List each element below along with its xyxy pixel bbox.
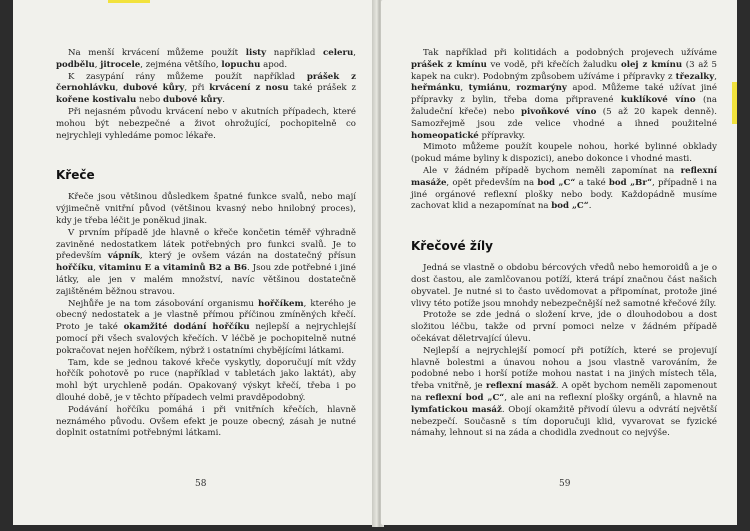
left-page-text — [56, 48, 356, 440]
paragraph: Nejlepší a nejrychlejší pomocí při potížích, které se projevují hlavně bolestmi a únavou nohou a jsou vlastně varováním, že podobné nebo i horší potíže mohou nastat i na jiných místech těla, třeba vnitřně, je reflexní masáž. A opět bychom neměli zapomenout na reflexní bod „C“, ale ani na reflexní plošky orgánů, a hlavně na lymfatickou masáž. Obojí okamžitě přivodí úlevu a odvrátí největší nebezpečí. Současně s tím doporučuji klid, vyvarovat se fyzické námahy, lehnout si na záda a chodidla zvednout co nejvýše. — [411, 345, 718, 439]
paragraph: Podávání hořčíku pomáhá i při vnitřních křečích, hlavně neznámého původu. Ovšem efekt je pouze obecný, zásah je nutné doplnit ostatními potřebnými látkami. — [56, 404, 356, 439]
bold-term: celeru — [323, 48, 354, 58]
bold-term: vitaminu E a vitaminů B2 a B6 — [98, 263, 248, 274]
right-page-text — [411, 48, 717, 440]
bold-term: dubové kůry — [163, 95, 223, 106]
bold-term: hořčíkem — [258, 298, 304, 309]
bold-term: pivoňkové víno — [520, 106, 597, 117]
paragraph: K zasypání rány můžeme použít například prášek z černohlávku, dubové kůry, při krvácení z nosu také prášek z kořene kostivalu nebo dubové kůry. — [56, 71, 357, 106]
paragraph: Tam, kde se jednou takové křeče vyskytly, doporučují mít vždy hořčík pohotově po ruce (například v tabletách jako laktát), aby mohl být urychleně podán. Opakovaný výskyt křečí, třeba i po dlouhé době, je v těchto případech velmi pravděpodobný. — [56, 357, 356, 403]
bold-term: podbělu — [56, 59, 95, 70]
bold-term: dubové kůry — [123, 83, 185, 94]
bold-term: heřmánku — [411, 83, 461, 94]
paragraph: Křeče jsou většinou důsledkem špatné funkce svalů, nebo mají výjimečně vnitřní původ (většinou kvasný nebo hnilobný proces), kdy je třeba léčit je poněkud jinak. — [56, 192, 356, 226]
bold-term: lopuchu — [221, 59, 261, 70]
bold-term: reflexní masáž — [485, 381, 556, 392]
bold-term: třezalky — [675, 71, 715, 82]
paragraph: Tak například při kolitidách a podobných projevech užíváme prášek z kmínu ve vodě, při křečích žaludku olej z kmínu (3 až 5 kapek na cukr). Podobným způsobem užíváme i přípravky z třezalky, heřmánku, tymiánu, rozmarýny apod. Můžeme také užívat jiné přípravky z bylin, třeba doma připravené kuklíkové víno (na žaludeční křeče) nebo pivoňkové víno (5 až 20 kapek denně). Samozřejmě jsou zde velice vhodné a ihned použitelné homeopatické přípravky. — [411, 48, 717, 141]
bold-term: kuklíkové víno — [620, 95, 696, 106]
paragraph: V prvním případě jde hlavně o křeče končetin téměř výhradně zaviněné nedostatkem látek potřebných pro funkci svalů. Je to především vápník, který je ovšem vázán na dostatečný přísun hořčíku, vitaminu E a vitaminů B2 a B6. Jsou zde potřebné i jiné látky, ale jen v malém množství, navíc většinou dostatečně zajištěném běžnou stravou. — [56, 227, 356, 297]
bold-term: prášek z kmínu — [411, 59, 487, 70]
bold-term: hořčíku — [56, 263, 94, 274]
bold-term: olej z kmínu — [620, 59, 683, 70]
section-heading: Křeče — [56, 168, 95, 183]
bold-term: tymiánu — [468, 83, 509, 94]
page-number-right: 59 — [559, 479, 571, 489]
bold-term: reflexní masáže — [411, 165, 717, 188]
bold-term: krvácení z nosu — [209, 83, 289, 94]
bold-term: lymfatickou masáž — [411, 404, 502, 415]
page-number-left: 58 — [195, 479, 207, 489]
bold-term: vápník — [107, 251, 140, 262]
bold-term: listy — [245, 48, 267, 58]
paragraph: Protože se zde jedná o složení krve, jde o dlouhodobou a dost složitou léčbu, takže od první pomoci nelze v žádném případě očekávat děletrvající úlevu. — [411, 310, 717, 344]
bold-term: kořene kostivalu — [56, 95, 137, 106]
bold-term: bod „C“ — [551, 201, 589, 212]
bold-term: jitrocele — [100, 59, 141, 70]
bold-term: homeopatické — [411, 130, 479, 141]
paragraph: Nejhůře je na tom zásobování organismu hořčíkem, kterého je obecný nedostatek a je vlastně přímou příčinou zmíněných křečí. Proto je také okamžité dodání hořčíku nejlepší a nejrychlejší pomocí při všech svalových křečích. V léčbě je pochopitelně nutné pokračovat nejen hořčíkem, nýbrž i ostatními chybějícími látkami. — [56, 298, 356, 356]
paragraph: Na menší krvácení můžeme použít listy například celeru, podbělu, jitrocele, zejména většího, lopuchu apod. — [56, 48, 356, 70]
paragraph: Ale v žádném případě bychom neměli zapomínat na reflexní masáže, opět především na bod „C“ a také bod „Br“, případně i na jiné orgánové reflexní plošky nebo body. Každopádně musíme zachovat klid a nezapomínat na bod „C“. — [411, 165, 717, 212]
right-page — [381, 0, 737, 525]
bold-term: okamžité dodání hořčíku — [123, 322, 250, 333]
paragraph: Jedná se vlastně o obdobu bércových vředů nebo hemoroidů a je o dost častou, ale zamlčovanou potíží, která trápí značnou část našich obyvatel. Je nutné si to často uvědomovat a připomínat, protože jiné vlivy této potíže jsou mnohdy nebezpečnější než samotné křečové žíly. — [411, 263, 717, 309]
bold-term: rozmarýny — [516, 83, 567, 94]
section-heading: Křečové žíly — [411, 239, 493, 254]
paragraph: Při nejasném původu krvácení nebo v akutních případech, které mohou být nebezpečné a život ohrožující, pochopitelně co nejrychleji vyhledáme pomoc lékaře. — [56, 106, 356, 141]
bold-term: reflexní bod „C“ — [425, 392, 505, 403]
paragraph: Mimoto můžeme použít koupele nohou, horké bylinné obklady (pokud máme byliny k dispozici), anebo dokonce i vhodné masti. — [411, 142, 717, 165]
left-page — [13, 0, 376, 525]
yellow-tab-marker — [732, 82, 737, 124]
yellow-tab-marker — [108, 0, 150, 3]
bold-term: bod „C“ — [537, 177, 576, 188]
bold-term: prášek z černohlávku — [56, 71, 356, 94]
bold-term: bod „Br“ — [608, 177, 653, 188]
